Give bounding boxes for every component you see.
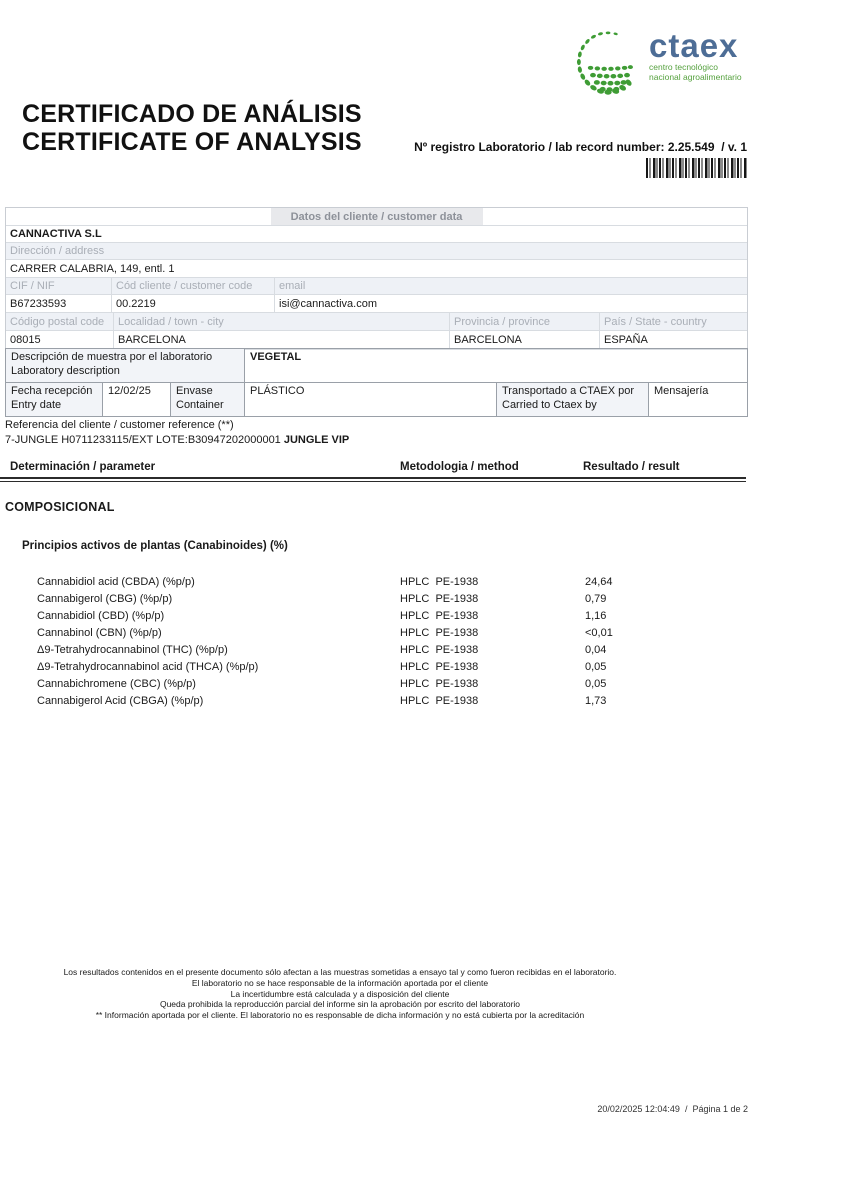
- disclaimer-line: La incertidumbre está calculada y a disposición del cliente: [230, 988, 450, 999]
- entry-date-label-en: Entry date: [11, 398, 62, 411]
- customer-country: ESPAÑA: [599, 331, 747, 349]
- email-label: email: [274, 278, 747, 294]
- result-cell: 24,64: [585, 576, 613, 588]
- method-cell: HPLC PE-1938: [400, 627, 479, 639]
- table-row: [0, 627, 741, 644]
- ctaex-logo: [575, 25, 750, 105]
- customer-data-table: [5, 207, 748, 350]
- ctaex-logo-text: [649, 27, 742, 105]
- province-label: Provincia / province: [449, 313, 599, 330]
- method-cell: HPLC PE-1938: [400, 695, 479, 707]
- entry-date-label-es: Fecha recepción: [11, 385, 93, 397]
- logo-subtitle: [649, 63, 742, 82]
- table-row: [0, 678, 741, 695]
- container-value: PLÁSTICO: [244, 383, 496, 416]
- address-label: Dirección / address: [10, 245, 105, 257]
- document-title: [22, 100, 362, 156]
- logo-name: ctaex: [649, 27, 739, 64]
- container-label: [170, 383, 244, 416]
- result-cell: 0,05: [585, 678, 607, 690]
- table-row: [0, 610, 741, 627]
- header-divider: [0, 477, 746, 482]
- title-es: CERTIFICADO DE ANÁLISIS: [22, 100, 362, 128]
- results-table: [0, 576, 741, 712]
- method-cell: HPLC PE-1938: [400, 661, 479, 673]
- container-label-en: Container: [176, 398, 224, 411]
- parameter-cell: Δ9-Tetrahydrocannabinol acid (THCA) (%p/p): [37, 661, 259, 673]
- customer-code: 00.2219: [111, 295, 274, 312]
- customer-code-label: Cód cliente / customer code: [111, 278, 274, 294]
- disclaimer-block: [0, 967, 680, 1021]
- reference-value-line: [5, 433, 349, 448]
- result-cell: 0,79: [585, 593, 607, 605]
- address-label-row: [6, 243, 747, 260]
- disclaimer-line: Queda prohibida la reproducción parcial del informe sin la aprobación por escrito del laboratorio: [159, 999, 521, 1010]
- customer-reference: [5, 418, 349, 448]
- parameter-cell: Cannabigerol (CBG) (%p/p): [37, 593, 173, 605]
- transport-label: [496, 383, 648, 416]
- parameter-cell: Cannabidiol acid (CBDA) (%p/p): [37, 576, 195, 588]
- parameter-cell: Cannabinol (CBN) (%p/p): [37, 627, 162, 639]
- ctaex-globe-icon: [575, 25, 645, 105]
- customer-email: isi@cannactiva.com: [274, 295, 747, 312]
- method-cell: HPLC PE-1938: [400, 644, 479, 656]
- customer-town: BARCELONA: [113, 331, 449, 349]
- result-cell: 0,04: [585, 644, 607, 656]
- transport-label-es: Transportado a CTAEX por: [502, 385, 635, 397]
- method-cell: HPLC PE-1938: [400, 610, 479, 622]
- sample-description-label-es: Descripción de muestra por el laboratorio: [11, 351, 213, 363]
- sample-details-row: [6, 382, 747, 416]
- sample-description-value: VEGETAL: [244, 349, 747, 382]
- result-cell: 1,73: [585, 695, 607, 707]
- method-cell: HPLC PE-1938: [400, 593, 479, 605]
- logo-subtitle-line2: nacional agroalimentario: [649, 71, 742, 82]
- address-row: [6, 260, 747, 278]
- customer-address: CARRER CALABRIA, 149, entl. 1: [10, 262, 175, 275]
- customer-section-title: Datos del cliente / customer data: [271, 208, 483, 225]
- table-row: [0, 644, 741, 661]
- reference-label: Referencia del cliente / customer reference (**): [5, 419, 234, 431]
- parameter-cell: Δ9-Tetrahydrocannabinol (THC) (%p/p): [37, 644, 228, 656]
- page-footer: 20/02/2025 12:04:49 / Página 1 de 2: [597, 1104, 748, 1114]
- disclaimer-line: Los resultados contenidos en el presente documento sólo afectan a las muestras sometidas a ensayo tal y como fueron recibidas en el laboratorio.: [63, 967, 617, 977]
- section-title: COMPOSICIONAL: [5, 500, 115, 514]
- transport-value: Mensajería: [648, 383, 747, 416]
- sample-description-row: [6, 349, 747, 382]
- customer-name: CANNACTIVA S.L: [10, 228, 102, 240]
- cif-value-row: [6, 295, 747, 313]
- country-label: País / State - country: [599, 313, 747, 330]
- reference-value: 7-JUNGLE H0711233115/EXT LOTE:B30947202000001: [5, 434, 284, 446]
- column-parameter: Determinación / parameter: [10, 461, 156, 473]
- column-result: Resultado / result: [583, 461, 680, 473]
- cif-label-row: [6, 278, 747, 295]
- column-method: Metodologia / method: [400, 461, 519, 473]
- reference-value-bold: JUNGLE VIP: [283, 434, 350, 446]
- customer-name-row: [6, 226, 747, 243]
- sample-description-label-en: Laboratory description: [11, 364, 120, 377]
- result-cell: <0,01: [585, 627, 613, 639]
- location-label-row: [6, 313, 747, 331]
- table-row: [0, 593, 741, 610]
- town-label: Localidad / town - city: [113, 313, 449, 330]
- postal-label: Código postal code: [10, 315, 105, 328]
- parameter-cell: Cannabichromene (CBC) (%p/p): [37, 678, 196, 690]
- result-cell: 1,16: [585, 610, 607, 622]
- sample-table: [5, 348, 748, 417]
- table-row: [0, 661, 741, 678]
- group-title: Principios activos de plantas (Canabinoides) (%): [22, 540, 288, 552]
- parameter-cell: Cannabigerol Acid (CBGA) (%p/p): [37, 695, 204, 707]
- logo-subtitle-line1: centro tecnológico: [649, 62, 718, 72]
- title-en: CERTIFICATE OF ANALYSIS: [22, 128, 362, 156]
- table-row: [0, 695, 741, 712]
- lab-record-number: Nº registro Laboratorio / lab record number: 2.25.549 / v. 1: [414, 140, 747, 154]
- entry-date-value: 12/02/25: [102, 383, 170, 416]
- customer-section-header-row: [6, 208, 747, 226]
- entry-date-label: [6, 383, 102, 416]
- result-cell: 0,05: [585, 661, 607, 673]
- customer-province: BARCELONA: [449, 331, 599, 349]
- sample-description-label: [6, 349, 244, 382]
- parameter-cell: Cannabidiol (CBD) (%p/p): [37, 610, 165, 622]
- barcode: [646, 158, 747, 178]
- method-cell: HPLC PE-1938: [400, 678, 479, 690]
- cif-label: CIF / NIF: [10, 280, 55, 292]
- table-row: [0, 576, 741, 593]
- disclaimer-line: El laboratorio no se hace responsable de la información aportada por el cliente: [191, 977, 489, 988]
- method-cell: HPLC PE-1938: [400, 576, 479, 588]
- transport-label-en: Carried to Ctaex by: [502, 398, 597, 411]
- disclaimer-line: ** Información aportada por el cliente. El laboratorio no es responsable de dicha información y no está cubierta por la acreditación: [95, 1010, 585, 1021]
- customer-postal: 08015: [10, 334, 41, 346]
- customer-cif: B67233593: [10, 297, 67, 310]
- container-label-es: Envase: [176, 385, 213, 397]
